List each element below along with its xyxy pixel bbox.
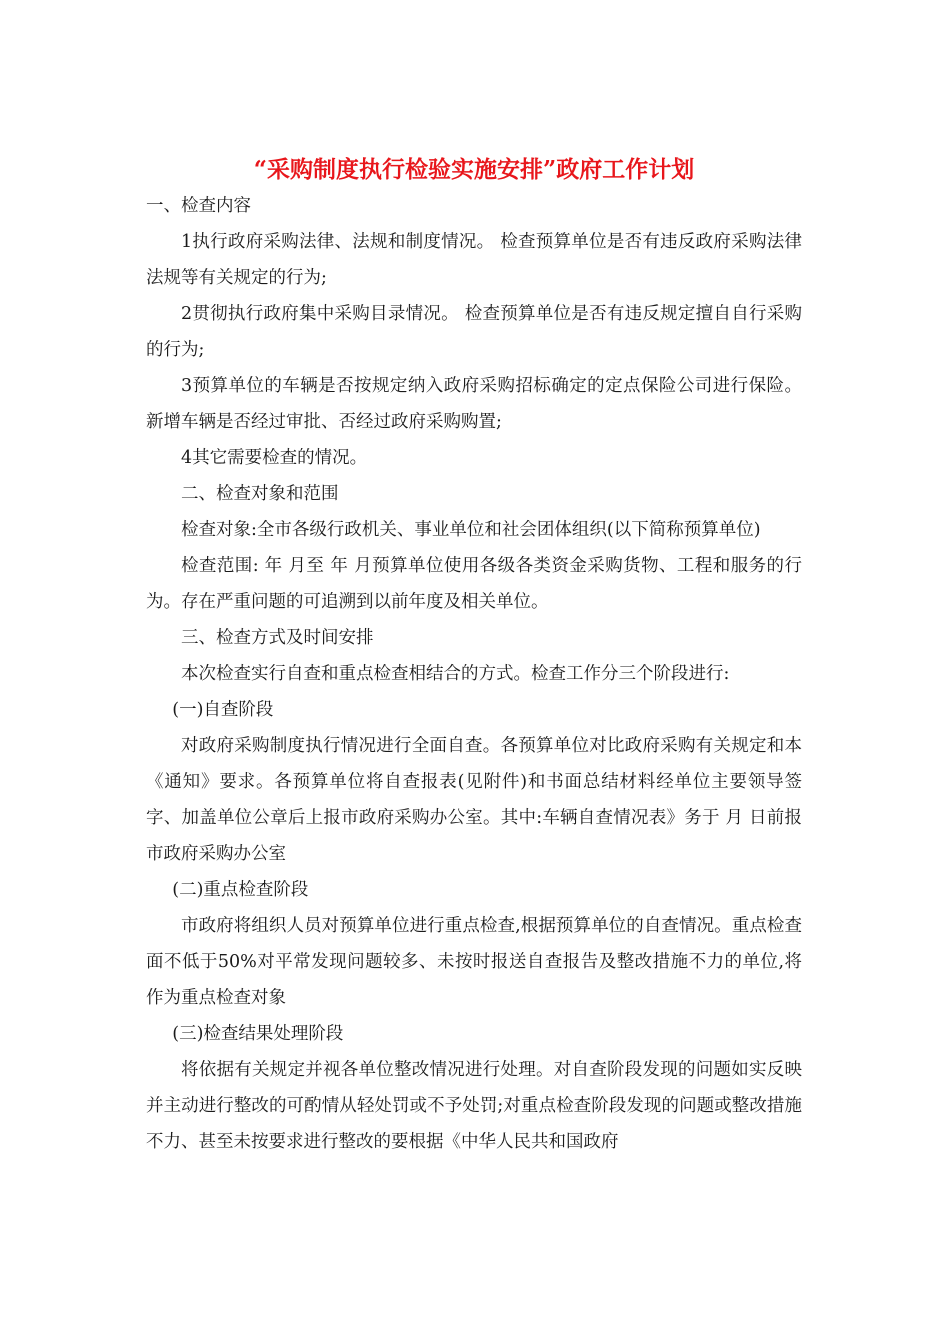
section-heading-3: 三、检查方式及时间安排 [181, 628, 374, 648]
subsection-heading-2: (二)重点检查阶段 [172, 880, 309, 900]
paragraph-item-3: 3预算单位的车辆是否按规定纳入政府采购招标确定的定点保险公司进行保险。新增车辆是否经过审批、否经过政府采购购置; [146, 376, 802, 432]
section-heading-2: 二、检查对象和范围 [181, 484, 339, 504]
paragraph-item-2: 2贯彻执行政府集中采购目录情况。 检查预算单位是否有违反规定擅自自行采购的行为; [146, 304, 802, 360]
paragraph-item-4: 4其它需要检查的情况。 [181, 448, 368, 468]
document-title: “采购制度执行检验实施安排”政府工作计划 [253, 156, 695, 183]
paragraph-self-check: 对政府采购制度执行情况进行全面自查。各预算单位对比政府采购有关规定和本《通知》要求。各预算单位将自查报表(见附件)和书面总结材料经单位主要领导签字、加盖单位公章后上报市政府采购办公室。其中:车辆自查情况表》务于 月 日前报市政府采购办公室 [146, 736, 802, 864]
paragraph-scope-range: 检查范围: 年 月至 年 月预算单位使用各级各类资金采购货物、工程和服务的行为。存在严重问题的可追溯到以前年度及相关单位。 [146, 556, 802, 612]
section-heading-1: 一、检查内容 [146, 196, 251, 216]
document-body [146, 150, 802, 1160]
paragraph-scope-objects: 检查对象:全市各级行政机关、事业单位和社会团体组织(以下简称预算单位) [181, 520, 761, 540]
paragraph-result-handling: 将依据有关规定并视各单位整改情况进行处理。对自查阶段发现的问题如实反映并主动进行整改的可酌情从轻处罚或不予处罚;对重点检查阶段发现的问题或整改措施不力、甚至未按要求进行整改的要根据《中华人民共和国政府 [146, 1060, 802, 1152]
subsection-heading-1: (一)自查阶段 [172, 700, 274, 720]
paragraph-method: 本次检查实行自查和重点检查相结合的方式。检查工作分三个阶段进行: [181, 664, 730, 684]
paragraph-key-check: 市政府将组织人员对预算单位进行重点检查,根据预算单位的自查情况。重点检查面不低于50%对平常发现问题较多、未按时报送自查报告及整改措施不力的单位,将作为重点检查对象 [146, 916, 802, 1008]
paragraph-item-1: 1执行政府采购法律、法规和制度情况。 检查预算单位是否有违反政府采购法律法规等有关规定的行为; [146, 232, 802, 288]
subsection-heading-3: (三)检查结果处理阶段 [172, 1024, 344, 1044]
